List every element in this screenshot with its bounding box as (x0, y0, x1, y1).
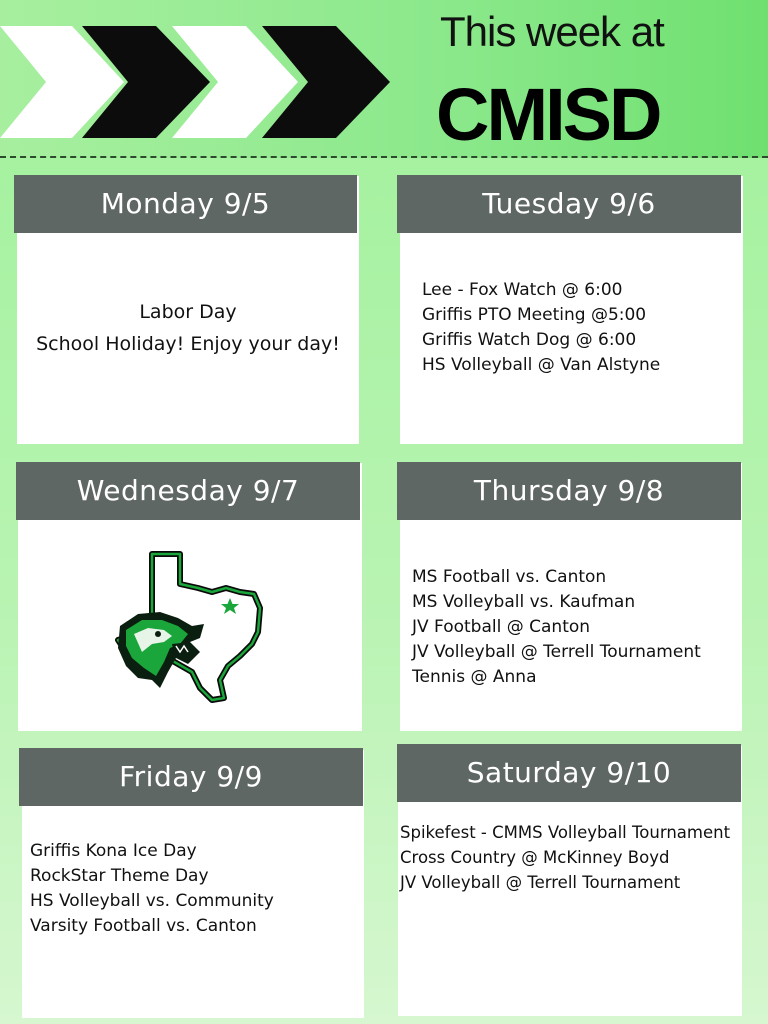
monday-line: Labor Day (139, 301, 237, 323)
saturday-line: Cross Country @ McKinney Boyd (400, 848, 670, 867)
wednesday-heading: Wednesday 9/7 (16, 462, 360, 520)
tuesday-line: Lee - Fox Watch @ 6:00 (422, 280, 623, 300)
chevron-arrows-icon (0, 26, 400, 138)
monday-line: School Holiday! Enjoy your day! (36, 333, 340, 355)
thursday-body (412, 565, 740, 690)
saturday-line: Spikefest - CMMS Volleyball Tournament (400, 823, 731, 842)
thursday-line: Tennis @ Anna (412, 667, 537, 687)
thursday-line: JV Volleyball @ Terrell Tournament (412, 642, 701, 662)
tuesday-line: Griffis PTO Meeting @5:00 (422, 305, 647, 325)
friday-heading: Friday 9/9 (19, 748, 363, 806)
thursday-line: MS Volleyball vs. Kaufman (412, 592, 636, 612)
saturday-line: JV Volleyball @ Terrell Tournament (400, 873, 681, 892)
title-district: CMISD (436, 73, 660, 156)
friday-body (30, 839, 360, 939)
saturday-body (400, 820, 740, 895)
header-divider (0, 156, 768, 158)
thursday-line: MS Football vs. Canton (412, 567, 607, 587)
friday-line: Varsity Football vs. Canton (30, 916, 257, 936)
monday-body (17, 296, 359, 360)
texas-wolf-logo-icon (108, 548, 268, 708)
tuesday-line: HS Volleyball @ Van Alstyne (422, 355, 661, 375)
monday-heading: Monday 9/5 (14, 175, 357, 233)
friday-line: Griffis Kona Ice Day (30, 841, 197, 861)
tuesday-line: Griffis Watch Dog @ 6:00 (422, 330, 637, 350)
thursday-heading: Thursday 9/8 (397, 462, 741, 520)
tuesday-body (422, 278, 740, 378)
thursday-line: JV Football @ Canton (412, 617, 591, 637)
friday-line: RockStar Theme Day (30, 866, 209, 886)
saturday-heading: Saturday 9/10 (397, 744, 741, 802)
friday-line: HS Volleyball vs. Community (30, 891, 274, 911)
title-this-week: This week at (440, 8, 664, 55)
tuesday-heading: Tuesday 9/6 (397, 175, 741, 233)
